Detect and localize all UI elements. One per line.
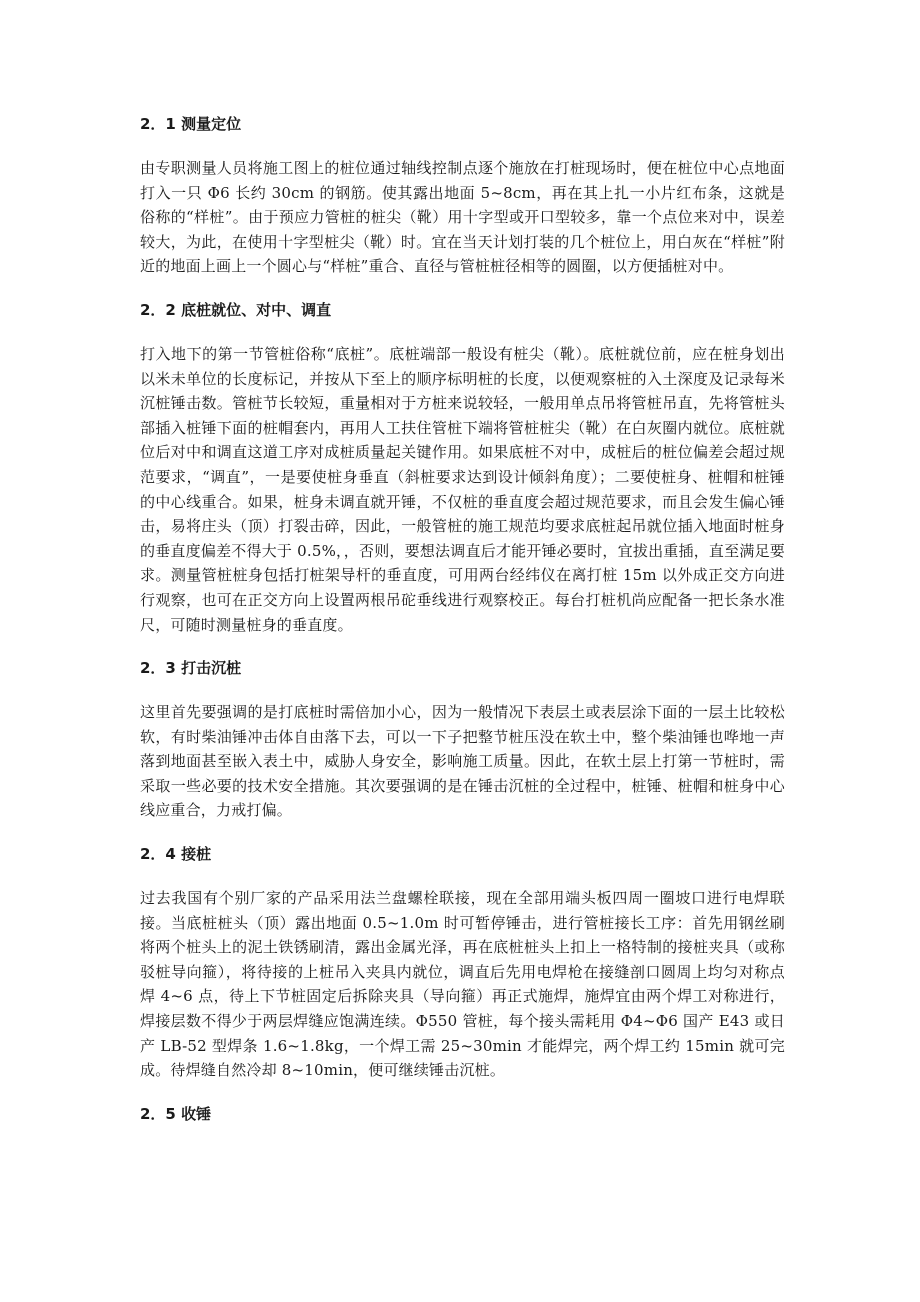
section-paragraph-2-3: 这里首先要强调的是打底桩时需倍加小心，因为一般情况下表层土或表层涂下面的一层土比较松软，有时柴油锤冲击体自由落下去，可以一下子把整节桩压没在软土中，整个柴油锤也哗地一声落到地面甚至嵌入表土中，威胁人身安全，影响施工质量。因此，在软土层上打第一节桩时，需采取一些必要的技术安全措施。其次要强调的是在锤击沉桩的全过程中，桩锤、桩帽和桩身中心线应重合，力戒打偏。 (140, 703, 785, 820)
section-heading-2-3: 2．3 打击沉桩 (140, 659, 242, 678)
document-body (140, 112, 785, 1126)
section-heading-2-4: 2．4 接桩 (140, 845, 212, 864)
section-heading-2-2: 2．2 底桩就位、对中、调直 (140, 300, 332, 319)
section-paragraph-2-2: 打入地下的第一节管桩俗称“底桩”。底桩端部一般设有桩尖（靴）。底桩就位前，应在桩身划出以米未单位的长度标记，并按从下至上的顺序标明桩的长度，以便观察桩的入土深度及记录每米沉桩锤击数。管桩节长较短，重量相对于方桩来说较轻，一般用单点吊将管桩吊直，先将管桩头部插入桩锤下面的桩帽套内，再用人工扶住管桩下端将管桩桩尖（靴）在白灰圈内就位。底桩就位后对中和调直这道工序对成桩质量起关键作用。如果底桩不对中，成桩后的桩位偏差会超过规范要求，“调直”，一是要使桩身垂直（斜桩要求达到设计倾斜角度）；二要使桩身、桩帽和桩锤的中心线重合。如果，桩身未调直就开锤，不仅桩的垂直度会超过规范要求，而且会发生偏心锤击，易将庄头（顶）打裂击碎，因此，一般管桩的施工规范均要求底桩起吊就位插入地面时桩身的垂直度偏差不得大于 0.5%，，否则，要想法调直后才能开锤必要时，宜拔出重插，直至满足要求。测量管桩桩身包括打桩架导杆的垂直度，可用两台经纬仪在离打桩 15m 以外成正交方向进行观察，也可在正交方向上设置两根吊砣垂线进行观察校正。每台打桩机尚应配备一把长条水准尺，可随时测量桩身的垂直度。 (140, 344, 785, 634)
section-paragraph-2-4: 过去我国有个别厂家的产品采用法兰盘螺栓联接，现在全部用端头板四周一圈坡口进行电焊联接。当底桩桩头（顶）露出地面 0.5~1.0m 时可暂停锤击，进行管桩接长工序：首先用钢丝刷将两个桩头上的泥土铁锈刷清，露出金属光泽，再在底桩桩头上扣上一格特制的接桩夹具（或称驳桩导向箍），将待接的上桩吊入夹具内就位，调直后先用电焊枪在接缝剖口圆周上均匀对称点焊 4~6 点，待上下节桩固定后拆除夹具（导向箍）再正式施焊，施焊宜由两个焊工对称进行，焊接层数不得少于两层焊缝应饱满连续。Φ550 管桩，每个接头需耗用 Φ4~Φ6 国产 E43 或日产 LB-52 型焊条 1.6~1.8kg，一个焊工需 25~30min 才能焊完，两个焊工约 15min 就可完成。待焊缝自然冷却 8~10min，便可继续锤击沉桩。 (140, 889, 785, 1080)
section-heading-2-1: 2．1 测量定位 (140, 115, 242, 133)
section-paragraph-2-1: 由专职测量人员将施工图上的桩位通过轴线控制点逐个施放在打桩现场时，便在桩位中心点地面打入一只 Φ6 长约 30cm 的钢筋。使其露出地面 5~8cm，再在其上扎一小片红布条，这就是俗称的“样桩”。由于预应力管桩的桩尖（靴）用十字型或开口型较多，靠一个点位来对中，误差较大，为此，在使用十字型桩尖（靴）时。宜在当天计划打装的几个桩位上，用白灰在“样桩”附近的地面上画上一个圆心与“样桩”重合、直径与管桩桩径相等的圆圈，以方便插桩对中。 (140, 159, 785, 276)
section-heading-2-5: 2．5 收锤 (140, 1104, 212, 1123)
